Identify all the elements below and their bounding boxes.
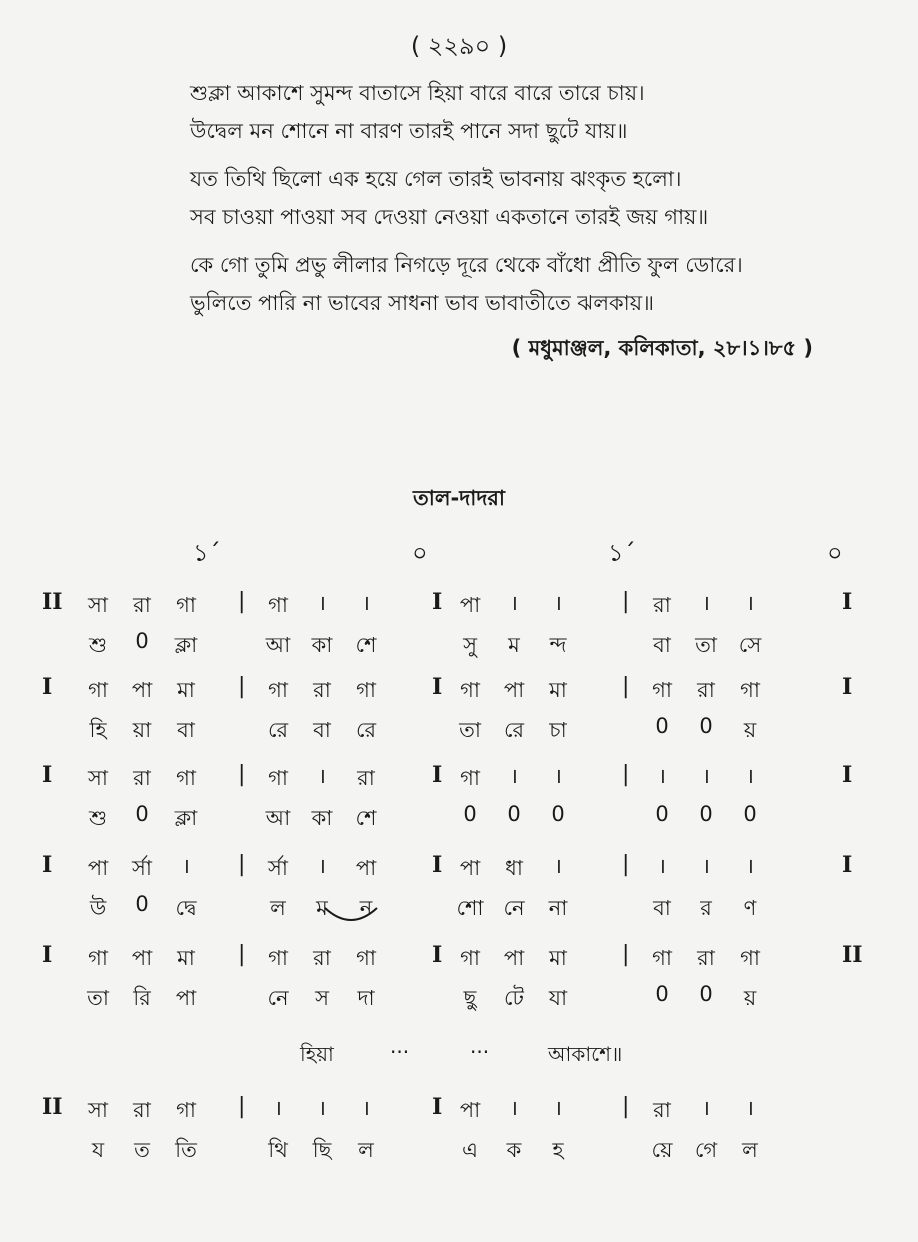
- lyric-cell: তা: [695, 633, 717, 657]
- lyric-cell: 0: [743, 802, 757, 826]
- note-cell: ।: [274, 1096, 282, 1120]
- lyric-cell: 0: [135, 629, 149, 653]
- lyric-cell: ল: [358, 1138, 374, 1162]
- lyric-cell: ছি: [312, 1138, 332, 1162]
- lyric-cell: যা: [548, 986, 568, 1010]
- note-cell: গা: [356, 946, 376, 970]
- notation-row: [0, 1090, 918, 1162]
- notation-row: [0, 585, 918, 657]
- lyric-cell: রে: [503, 718, 525, 742]
- note-cell: ।: [746, 1096, 754, 1120]
- note-cell: মা: [549, 946, 567, 970]
- lyric-cell: 0: [135, 892, 149, 916]
- lyric-cell: ম: [316, 896, 328, 920]
- note-cell: ।: [746, 591, 754, 615]
- lyric-cell: শে: [355, 633, 377, 657]
- note-cell: পা: [355, 856, 377, 880]
- lyric-cell: সু: [463, 633, 477, 657]
- note-cell: রা: [133, 593, 151, 617]
- note-cell: রা: [697, 946, 715, 970]
- note-cell: মা: [549, 678, 567, 702]
- note-cell: ।: [318, 591, 326, 615]
- lyric-cell: ম: [508, 633, 520, 657]
- beat-separator: |: [622, 942, 630, 967]
- note-cell: রা: [697, 678, 715, 702]
- note-cell: ।: [554, 591, 562, 615]
- beat-separator: |: [622, 589, 630, 614]
- lyric-cell: এ: [462, 1138, 478, 1162]
- beat-marker-2: ০: [412, 539, 428, 567]
- lyric-cell: বা: [653, 896, 671, 920]
- note-cell: পা: [503, 946, 525, 970]
- refrain-line: [0, 1040, 918, 1070]
- lyric-cell: 0: [655, 802, 669, 826]
- lyric-cell: হ: [552, 1138, 564, 1162]
- notation-row: [0, 670, 918, 742]
- lyric-cell: ত: [134, 1138, 150, 1162]
- lyric-cell: য়ে: [651, 1138, 673, 1162]
- lyric-cell: কা: [311, 806, 333, 830]
- vibhag-barline: I: [432, 674, 443, 700]
- beat-separator: |: [238, 1094, 246, 1119]
- row-start-barline: II: [42, 589, 63, 615]
- note-cell: গা: [652, 678, 672, 702]
- note-cell: ।: [702, 591, 710, 615]
- lyric-cell: 0: [699, 982, 713, 1006]
- note-cell: পা: [87, 856, 109, 880]
- note-cell: ।: [658, 764, 666, 788]
- lyric-cell: 0: [507, 802, 521, 826]
- lyric-cell: রে: [355, 718, 377, 742]
- lyric-cell: 0: [655, 982, 669, 1006]
- note-cell: গা: [176, 1098, 196, 1122]
- row-end-barline: I: [842, 589, 853, 615]
- row-end-barline: II: [842, 942, 863, 968]
- notation-row: [0, 938, 918, 1010]
- note-cell: ।: [318, 1096, 326, 1120]
- note-cell: পা: [459, 1098, 481, 1122]
- note-cell: গা: [740, 946, 760, 970]
- lyric-cell: তি: [175, 1138, 197, 1162]
- note-cell: গা: [88, 946, 108, 970]
- note-cell: ।: [746, 764, 754, 788]
- row-end-barline: I: [842, 674, 853, 700]
- note-cell: গা: [176, 593, 196, 617]
- lyric-cell: শে: [355, 806, 377, 830]
- note-cell: রা: [133, 766, 151, 790]
- page-number: ( ২২৯০ ): [410, 32, 508, 60]
- lyric-cell: ক: [506, 1138, 522, 1162]
- notation-row: [0, 848, 918, 920]
- lyric-cell: 0: [699, 714, 713, 738]
- lyric-cell: ক্লা: [174, 806, 198, 830]
- lyric-cell: চা: [549, 718, 567, 742]
- note-cell: সা: [88, 1098, 108, 1122]
- verse-3-line-2: ভুলিতে পারি না ভাবের সাধনা ভাব ভাবাতীতে ঝলকায়॥: [190, 291, 654, 315]
- note-cell: গা: [176, 766, 196, 790]
- lyric-cell: শু: [88, 633, 108, 657]
- beat-separator: |: [238, 674, 246, 699]
- lyric-cell: পা: [175, 986, 197, 1010]
- refrain-dots-2: ···: [470, 1040, 490, 1064]
- note-cell: রা: [653, 1098, 671, 1122]
- lyric-cell: কা: [311, 633, 333, 657]
- beat-separator: |: [238, 942, 246, 967]
- beat-marker-4: ০: [827, 539, 843, 567]
- note-cell: পা: [459, 593, 481, 617]
- beat-separator: |: [622, 1094, 630, 1119]
- note-cell: গা: [460, 946, 480, 970]
- lyric-cell: টে: [504, 986, 524, 1010]
- lyric-cell: ন: [359, 896, 373, 920]
- note-cell: মা: [177, 678, 195, 702]
- row-start-barline: I: [42, 942, 53, 968]
- lyric-cell: থি: [268, 1138, 288, 1162]
- note-cell: পা: [459, 856, 481, 880]
- beat-separator: |: [238, 762, 246, 787]
- lyric-cell: আ: [265, 633, 291, 657]
- lyric-cell: স: [315, 986, 329, 1010]
- vibhag-barline: I: [432, 762, 443, 788]
- row-end-barline: I: [842, 762, 853, 788]
- lyric-cell: র: [700, 896, 712, 920]
- note-cell: ।: [554, 764, 562, 788]
- note-cell: সা: [88, 766, 108, 790]
- lyric-cell: বা: [653, 633, 671, 657]
- note-cell: গা: [740, 678, 760, 702]
- lyric-cell: 0: [463, 802, 477, 826]
- note-cell: রা: [313, 678, 331, 702]
- lyric-cell: রি: [133, 986, 151, 1010]
- note-cell: গা: [88, 678, 108, 702]
- lyric-cell: য়: [743, 718, 757, 742]
- lyric-cell: বা: [177, 718, 195, 742]
- lyric-cell: আ: [265, 806, 291, 830]
- note-cell: গা: [460, 766, 480, 790]
- verse-1-line-2: উদ্বেল মন শোনে না বারণ তারই পানে সদা ছুটে যায়॥: [190, 119, 628, 143]
- note-cell: ।: [510, 764, 518, 788]
- vibhag-barline: I: [432, 589, 443, 615]
- note-cell: ।: [318, 764, 326, 788]
- lyric-cell: নে: [503, 896, 525, 920]
- beat-separator: |: [622, 762, 630, 787]
- lyric-cell: গে: [694, 1138, 718, 1162]
- note-cell: ।: [182, 854, 190, 878]
- lyric-cell: তা: [459, 718, 481, 742]
- note-cell: ।: [554, 854, 562, 878]
- lyric-cell: ন্দ: [549, 633, 567, 657]
- lyric-cell: 0: [551, 802, 565, 826]
- note-cell: ।: [702, 854, 710, 878]
- note-cell: ।: [318, 854, 326, 878]
- lyric-cell: য়া: [132, 718, 152, 742]
- lyric-cell: য়: [743, 986, 757, 1010]
- lyric-cell: ছু: [463, 986, 477, 1010]
- lyric-cell: ল: [742, 1138, 758, 1162]
- note-cell: ।: [362, 591, 370, 615]
- row-end-barline: I: [842, 852, 853, 878]
- note-cell: রা: [133, 1098, 151, 1122]
- note-cell: ।: [510, 591, 518, 615]
- note-cell: গা: [356, 678, 376, 702]
- beat-separator: |: [622, 852, 630, 877]
- note-cell: ।: [362, 1096, 370, 1120]
- notation-row: [0, 758, 918, 830]
- lyric-cell: হি: [89, 718, 107, 742]
- note-cell: গা: [268, 766, 288, 790]
- tala-heading: তাল-দাদরা: [412, 486, 505, 510]
- beat-separator: |: [238, 589, 246, 614]
- verse-2-line-1: যত তিথি ছিলো এক হয়ে গেল তারই ভাবনায় ঝংকৃত হলো।: [190, 167, 682, 191]
- row-start-barline: I: [42, 762, 53, 788]
- vibhag-barline: I: [432, 852, 443, 878]
- row-start-barline: I: [42, 674, 53, 700]
- note-cell: রা: [313, 946, 331, 970]
- verse-3-line-1: কে গো তুমি প্রভু লীলার নিগড়ে দূরে থেকে বাঁধো প্রীতি ফুল ডোরে।: [190, 253, 743, 277]
- beat-separator: |: [622, 674, 630, 699]
- note-cell: গা: [460, 678, 480, 702]
- lyric-cell: 0: [135, 802, 149, 826]
- lyric-cell: ল: [270, 896, 286, 920]
- refrain-word-1: হিয়া: [300, 1042, 334, 1066]
- note-cell: ।: [554, 1096, 562, 1120]
- note-cell: গা: [268, 678, 288, 702]
- lyric-cell: নে: [267, 986, 289, 1010]
- row-start-barline: II: [42, 1094, 63, 1120]
- lyric-cell: শু: [88, 806, 108, 830]
- lyric-cell: 0: [699, 802, 713, 826]
- lyric-cell: দা: [357, 986, 375, 1010]
- lyric-cell: তা: [87, 986, 109, 1010]
- beat-marker-1: ১´: [193, 539, 221, 567]
- vibhag-barline: I: [432, 942, 443, 968]
- note-cell: ।: [702, 1096, 710, 1120]
- note-cell: রা: [357, 766, 375, 790]
- lyric-cell: ক্লা: [174, 633, 198, 657]
- note-cell: ।: [658, 854, 666, 878]
- slur-mark: [322, 902, 380, 932]
- note-cell: পা: [131, 946, 153, 970]
- note-cell: পা: [503, 678, 525, 702]
- note-cell: রা: [653, 593, 671, 617]
- lyric-cell: না: [548, 896, 568, 920]
- note-cell: পা: [131, 678, 153, 702]
- beat-separator: |: [238, 852, 246, 877]
- lyric-cell: য: [91, 1138, 105, 1162]
- lyric-cell: বা: [313, 718, 331, 742]
- refrain-word-2: আকাশে॥: [548, 1042, 623, 1066]
- row-start-barline: I: [42, 852, 53, 878]
- note-cell: গা: [268, 593, 288, 617]
- note-cell: ।: [510, 1096, 518, 1120]
- note-cell: ।: [702, 764, 710, 788]
- lyric-cell: 0: [655, 714, 669, 738]
- lyric-cell: উ: [89, 896, 107, 920]
- note-cell: মা: [177, 946, 195, 970]
- note-cell: র্সা: [132, 856, 152, 880]
- note-cell: ।: [746, 854, 754, 878]
- vibhag-barline: I: [432, 1094, 443, 1120]
- refrain-dots-1: ···: [390, 1040, 410, 1064]
- note-cell: সা: [88, 593, 108, 617]
- lyric-cell: শো: [456, 896, 484, 920]
- note-cell: গা: [268, 946, 288, 970]
- beat-marker-3: ১´: [608, 539, 636, 567]
- note-cell: র্সা: [268, 856, 288, 880]
- verse-1-line-1: শুক্লা আকাশে সুমন্দ বাতাসে হিয়া বারে বারে তারে চায়।: [190, 81, 645, 105]
- lyric-cell: রে: [267, 718, 289, 742]
- lyric-cell: ণ: [743, 896, 757, 920]
- note-cell: গা: [652, 946, 672, 970]
- lyric-cell: দ্বে: [175, 896, 197, 920]
- verse-2-line-2: সব চাওয়া পাওয়া সব দেওয়া নেওয়া একতানে তারই জয় গায়॥: [190, 205, 709, 229]
- lyric-cell: সে: [738, 633, 762, 657]
- note-cell: ধা: [505, 856, 523, 880]
- source-citation: ( মধুমাঞ্জল, কলিকাতা, ২৮।১।৮৫ ): [511, 336, 813, 360]
